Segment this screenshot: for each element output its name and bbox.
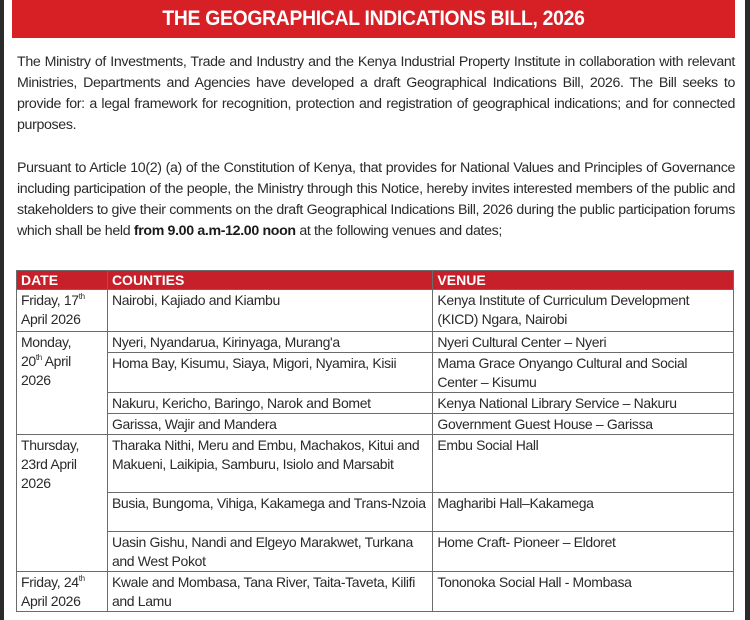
column-header-venue: VENUE bbox=[433, 271, 734, 290]
table-row bbox=[17, 290, 734, 332]
right-border bbox=[745, 0, 750, 620]
left-border bbox=[0, 0, 4, 620]
intro-paragraph: The Ministry of Investments, Trade and Industry and the Kenya Industrial Property Institute in collaboration with relevant Ministries, Departments and Agencies have developed a draft Geographical Indications Bill, 2026. The Bill seeks to provide for: a legal framework for recognition, protection and registration of geographical indications; and for connected purposes. bbox=[17, 54, 735, 133]
venue-cell: Kenya National Library Service – Nakuru bbox=[433, 393, 734, 414]
table-row bbox=[17, 493, 734, 532]
table-row bbox=[17, 435, 734, 493]
table-row bbox=[17, 414, 734, 435]
venue-cell: Embu Social Hall bbox=[433, 435, 734, 493]
venue-cell: Magharibi Hall–Kakamega bbox=[433, 493, 734, 532]
counties-cell: Nakuru, Kericho, Baringo, Narok and Bomet bbox=[107, 393, 432, 414]
invitation-text: Pursuant to Article 10(2) (a) of the Constitution of Kenya, that provides for National Values and Principles of Governance including participation of the people, the Ministry through this Notice, hereby invites interested members of the public and stakeholders to give their comments on the draft Geographical Indications Bill, 2026 during the public participation forums which shall be held bbox=[17, 160, 735, 239]
table-header-row bbox=[17, 271, 734, 290]
title-banner bbox=[12, 0, 735, 38]
table-row bbox=[17, 532, 734, 572]
date-cell: Thursday, 23rd April 2026 bbox=[17, 435, 108, 572]
counties-cell: Kwale and Mombasa, Tana River, Taita-Taveta, Kilifi and Lamu bbox=[107, 572, 432, 612]
page-title: THE GEOGRAPHICAL INDICATIONS BILL, 2026 bbox=[162, 7, 585, 30]
column-header-counties: COUNTIES bbox=[107, 271, 432, 290]
forum-schedule-table bbox=[16, 270, 734, 612]
venue-cell: Home Craft- Pioneer – Eldoret bbox=[433, 532, 734, 572]
date-cell: Friday, 24th April 2026 bbox=[17, 572, 108, 612]
venue-cell: Kenya Institute of Curriculum Development (KICD) Ngara, Nairobi bbox=[433, 290, 734, 332]
invitation-text-end: at the following venues and dates; bbox=[295, 223, 502, 239]
date-cell: Monday, 20th April 2026 bbox=[17, 332, 108, 435]
counties-cell: Nyeri, Nyandarua, Kirinyaga, Murang'a bbox=[107, 332, 432, 353]
venue-cell: Government Guest House – Garissa bbox=[433, 414, 734, 435]
table-row bbox=[17, 332, 734, 353]
table-row bbox=[17, 393, 734, 414]
invitation-paragraph bbox=[17, 158, 735, 242]
date-cell: Friday, 17th April 2026 bbox=[17, 290, 108, 332]
venue-cell: Tononoka Social Hall - Mombasa bbox=[433, 572, 734, 612]
venue-cell: Nyeri Cultural Center – Nyeri bbox=[433, 332, 734, 353]
table-row bbox=[17, 353, 734, 393]
forum-time: from 9.00 a.m-12.00 noon bbox=[133, 223, 296, 239]
counties-cell: Garissa, Wajir and Mandera bbox=[107, 414, 432, 435]
counties-cell: Nairobi, Kajiado and Kiambu bbox=[107, 290, 432, 332]
table-row bbox=[17, 572, 734, 612]
column-header-date: DATE bbox=[17, 271, 108, 290]
venue-cell: Mama Grace Onyango Cultural and Social Center – Kisumu bbox=[433, 353, 734, 393]
counties-cell: Busia, Bungoma, Vihiga, Kakamega and Trans-Nzoia bbox=[107, 493, 432, 532]
counties-cell: Homa Bay, Kisumu, Siaya, Migori, Nyamira, Kisii bbox=[107, 353, 432, 393]
counties-cell: Tharaka Nithi, Meru and Embu, Machakos, Kitui and Makueni, Laikipia, Samburu, Isiolo and Marsabit bbox=[107, 435, 432, 493]
counties-cell: Uasin Gishu, Nandi and Elgeyo Marakwet, Turkana and West Pokot bbox=[107, 532, 432, 572]
